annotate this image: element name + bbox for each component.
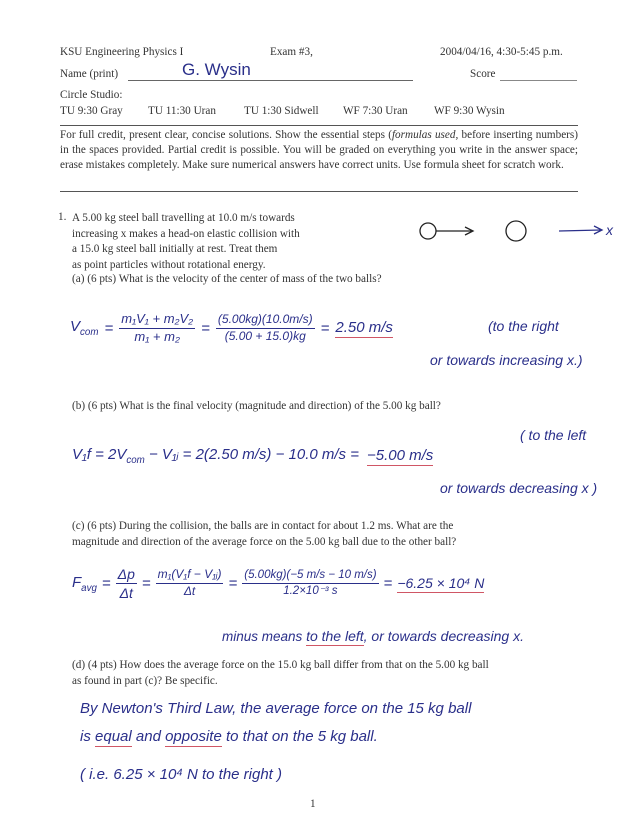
numeric-fraction — [242, 569, 378, 598]
part-b-expression: V₁f = 2V — [72, 446, 127, 463]
divider-top — [60, 125, 578, 126]
instructions-italic: formulas used, — [391, 129, 459, 141]
name-label: Name (print) — [60, 68, 119, 80]
momentum-denominator: Δt — [183, 584, 196, 599]
studio-option[interactable]: WF 9:30 Wysin — [434, 105, 505, 117]
part-a-answer: 2.50 m/s — [335, 318, 393, 336]
part-a-question: (a) (6 pts) What is the velocity of the center of mass of the two balls? — [72, 273, 382, 285]
dp-dt-fraction — [116, 566, 137, 601]
part-c-solution — [72, 566, 484, 601]
problem-statement — [72, 211, 300, 273]
substitution-denominator: (5.00 + 15.0)kg — [224, 328, 306, 343]
part-c-question: magnitude and direction of the average force on the 5.00 kg ball due to the other ball? — [72, 536, 457, 548]
equals-sign: = — [141, 575, 151, 593]
note-direction: to the left — [306, 628, 364, 644]
vcom-symbol — [70, 318, 98, 338]
statement-line: increasing x makes a head-on elastic collision with — [72, 227, 300, 240]
x-axis-arrow — [559, 230, 601, 231]
momentum-numerator: m₁(V₁f − V₁ᵢ) — [156, 568, 224, 584]
studio-label: Circle Studio: — [60, 89, 123, 101]
formula-denominator: m₁ + m₂ — [134, 328, 180, 344]
studio-option[interactable]: TU 11:30 Uran — [148, 105, 216, 117]
part-c-answer: −6.25 × 10⁴ N — [397, 574, 485, 591]
instructions-text-2: before inserting numbers) in the spaces provided. Partial credit is possible. You will be graded on everything you write in the answer space; erase mistakes completely. Make sure numerical answers have correct units. Use formula sheet for scratch work. — [60, 129, 578, 171]
part-b-question: (b) (6 pts) What is the final velocity (magnitude and direction) of the 5.00 kg ball? — [72, 400, 441, 412]
instructions-text: For full credit, present clear, concise solutions. Show the essential steps ( — [60, 129, 392, 141]
instructions — [60, 128, 578, 173]
answer-word: is — [80, 728, 91, 745]
numeric-denominator: 1.2×10⁻³ s — [283, 585, 338, 598]
note-text: minus means — [222, 629, 303, 644]
equals-sign: = — [104, 319, 114, 337]
favg-sub: avg — [81, 582, 97, 594]
substitution-numerator: (5.00kg)(10.0m/s) — [216, 313, 315, 329]
vcom-v: V — [70, 318, 81, 336]
equals-sign: = — [320, 319, 330, 337]
studio-option[interactable]: TU 1:30 Sidwell — [244, 105, 319, 117]
formula-numerator: m₁V₁ + m₂V₂ — [119, 312, 195, 329]
statement-line: as point particles without rotational energy. — [72, 258, 266, 271]
ball-large — [506, 221, 526, 241]
statement-line: a 15.0 kg steel ball initially at rest. Treat them — [72, 243, 278, 255]
substitution-fraction — [216, 313, 315, 344]
part-d-answer-line: ( i.e. 6.25 × 10⁴ N to the right ) — [80, 766, 283, 783]
part-a-note: or towards increasing x.) — [430, 352, 583, 368]
answer-word: and — [135, 728, 161, 745]
part-a-solution — [70, 312, 393, 345]
dt-denominator: Δt — [119, 585, 133, 602]
exam-number: Exam #3, — [270, 46, 313, 58]
part-d-question: (d) (4 pts) How does the average force on the 15.0 kg ball differ from that on the 5.00 kg ball — [72, 659, 489, 671]
collision-diagram — [405, 215, 605, 250]
part-c-note — [222, 628, 524, 644]
vcom-sub: com — [80, 327, 99, 339]
answer-word: to that on the 5 kg ball. — [225, 728, 378, 745]
equals-sign: = — [383, 575, 393, 593]
part-d-answer-line — [80, 728, 378, 745]
vcom-sub: com — [126, 455, 145, 466]
part-d-answer-line: By Newton's Third Law, the average force on the 15 kg ball — [80, 700, 472, 717]
name-value[interactable]: G. Wysin — [182, 60, 251, 79]
exam-date-time: 2004/04/16, 4:30-5:45 p.m. — [440, 46, 563, 58]
statement-line: A 5.00 kg steel ball travelling at 10.0 m/s towards — [72, 212, 295, 224]
answer-word-equal: equal — [95, 728, 132, 745]
equals-sign: = — [201, 319, 210, 337]
problem-number: 1. — [58, 211, 67, 223]
momentum-fraction — [156, 568, 224, 599]
part-c-question: (c) (6 pts) During the collision, the balls are in contact for about 1.2 ms. What are the — [72, 520, 454, 532]
studio-option[interactable]: TU 9:30 Gray — [60, 105, 123, 117]
part-b-expression-group — [72, 446, 359, 466]
divider-bottom — [60, 191, 578, 192]
part-b-expression-2: − V₁ᵢ = 2(2.50 m/s) − 10.0 m/s = — [144, 446, 359, 463]
ball-small — [420, 223, 436, 239]
part-b-note: or towards decreasing x ) — [440, 480, 598, 496]
page-number: 1 — [310, 798, 316, 810]
part-b-solution — [72, 446, 433, 466]
note-text: , or towards decreasing x. — [363, 628, 524, 644]
equals-sign: = — [101, 575, 111, 593]
score-underline — [500, 80, 577, 81]
favg-symbol — [72, 574, 97, 594]
answer-word-opposite: opposite — [165, 728, 222, 745]
part-d-question: as found in part (c)? Be specific. — [72, 675, 218, 687]
part-b-note: ( to the left — [520, 427, 587, 443]
dp-numerator: Δp — [116, 566, 137, 584]
score-label: Score — [470, 68, 496, 80]
numeric-numerator: (5.00kg)(−5 m/s − 10 m/s) — [242, 569, 378, 584]
part-b-answer: −5.00 m/s — [366, 446, 434, 464]
favg-f: F — [72, 573, 82, 591]
x-axis-label: x — [606, 222, 613, 238]
equals-sign: = — [228, 575, 238, 593]
name-underline — [128, 80, 413, 81]
studio-option[interactable]: WF 7:30 Uran — [343, 105, 408, 117]
formula-fraction — [119, 312, 195, 345]
part-a-note: (to the right — [488, 318, 559, 334]
course-title: KSU Engineering Physics I — [60, 46, 184, 58]
